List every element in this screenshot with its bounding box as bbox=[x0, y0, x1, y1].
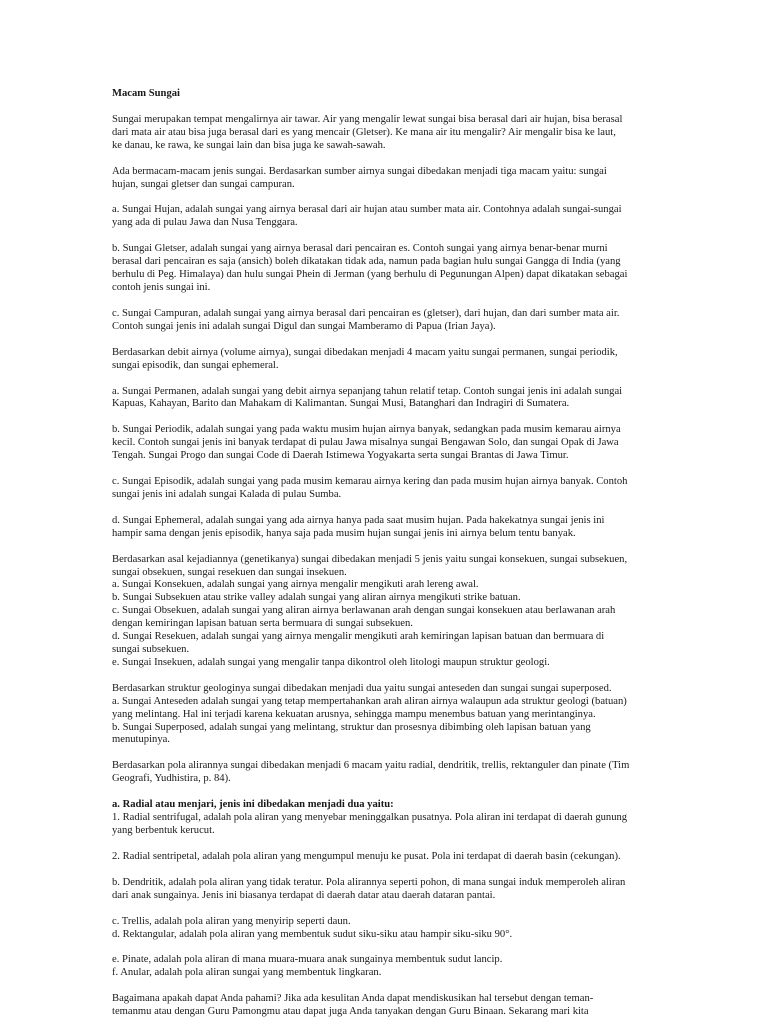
paragraph bbox=[112, 114, 657, 153]
text-line: e. Sungai Insekuen, adalah sungai yang mengalir tanpa dikontrol oleh litologi maupun struktur geologi. bbox=[112, 656, 550, 668]
text-line: dari anak sungainya. Jenis ini biasanya terdapat di daerah datar atau daerah dataran pantai. bbox=[112, 889, 496, 901]
paragraph bbox=[112, 916, 657, 942]
paragraph bbox=[112, 243, 657, 295]
text-line: hujan, sungai gletser dan sungai campuran. bbox=[112, 178, 295, 190]
text-line: sungai subsekuen. bbox=[112, 644, 190, 655]
text-line: sungai episodik, dan sungai ephemeral. bbox=[112, 359, 279, 371]
text-line: b. Dendritik, adalah pola aliran yang tidak teratur. Pola alirannya seperti pohon, di mana sungai induk memperoleh aliran bbox=[112, 876, 626, 888]
text-line: sungai jenis ini adalah sungai Kalada di pulau Sumba. bbox=[112, 488, 342, 500]
text-line: b. Sungai Gletser, adalah sungai yang airnya berasal dari pencairan es. Contoh sungai yang airnya benar-benar murni bbox=[112, 243, 608, 255]
paragraph bbox=[112, 554, 657, 670]
paragraph bbox=[112, 476, 657, 502]
paragraph bbox=[112, 424, 657, 463]
paragraph bbox=[112, 760, 657, 786]
text-line: Berdasarkan pola alirannya sungai dibedakan menjadi 6 macam yaitu radial, dendritik, trellis, rektanguler dan pinate (Tim bbox=[112, 760, 630, 772]
text-line: dari mata air atau bisa juga berasal dari es yang mencair (Gletser). Ke mana air itu mengalir? Air mengalir bisa ke laut, bbox=[112, 126, 616, 138]
text-line: Sungai merupakan tempat mengalirnya air tawar. Air yang mengalir lewat sungai bisa berasal dari air hujan, bisa berasal bbox=[112, 113, 623, 125]
text-line: b. Sungai Periodik, adalah sungai yang pada waktu musim hujan airnya banyak, sedangkan pada musim kemarau airnya bbox=[112, 424, 621, 436]
section-heading: a. Radial atau menjari, jenis ini dibedakan menjadi dua yaitu: bbox=[112, 799, 394, 811]
paragraph bbox=[112, 166, 657, 192]
text-line: berasal dari pencairan es saja (ansich) boleh dikatakan tidak ada, namun pada bagian hulu sungai Gangga di India (yang bbox=[112, 256, 621, 268]
text-line: Bagaimana apakah dapat Anda pahami? Jika ada kesulitan Anda dapat mendiskusikan hal tersebut dengan teman- bbox=[112, 993, 594, 1005]
text-line: b. Sungai Superposed, adalah sungai yang melintang, struktur dan prosesnya dibimbing oleh lapisan batuan yang bbox=[112, 721, 591, 733]
text-line: yang melintang. Hal ini terjadi karena kekuatan arusnya, sehingga mampu menembus batuan yang merintanginya. bbox=[112, 708, 596, 720]
paragraph bbox=[112, 515, 657, 541]
paragraph bbox=[112, 347, 657, 373]
paragraph bbox=[112, 993, 657, 1019]
document-body bbox=[112, 114, 657, 1019]
paragraph bbox=[112, 386, 657, 412]
text-line: ke danau, ke rawa, ke sungai lain dan bisa juga ke sawah-sawah. bbox=[112, 139, 386, 151]
paragraph bbox=[112, 851, 657, 864]
text-line: kecil. Contoh sungai jenis ini banyak terdapat di pulau Jawa misalnya sungai Bengawan Solo, dan sungai Opak di Jawa bbox=[112, 437, 619, 449]
text-line: c. Sungai Episodik, adalah sungai yang pada musim kemarau airnya kering dan pada musim hujan airnya banyak. Contoh bbox=[112, 476, 628, 488]
paragraph bbox=[112, 204, 657, 230]
text-line: sungai obsekuen, sungai resekuen dan sungai insekuen. bbox=[112, 566, 347, 578]
paragraph bbox=[112, 683, 657, 748]
text-line: Berdasarkan struktur geologinya sungai dibedakan menjadi dua yaitu sungai anteseden dan sungai sungai superposed. bbox=[112, 682, 612, 694]
text-line: Berdasarkan asal kejadiannya (genetikanya) sungai dibedakan menjadi 5 jenis yaitu sungai konsekuen, sungai subsekuen, bbox=[112, 553, 628, 565]
document-title: Macam Sungai bbox=[112, 88, 180, 99]
paragraph bbox=[112, 308, 657, 334]
paragraph bbox=[112, 799, 657, 838]
text-line: c. Sungai Campuran, adalah sungai yang airnya berasal dari pencairan es (gletser), dari hujan, dan dari sumber mata air. bbox=[112, 307, 620, 319]
text-line: d. Sungai Resekuen, adalah sungai yang airnya mengalir mengikuti arah kemiringan lapisan batuan dan bermuara di bbox=[112, 631, 605, 643]
text-line: 1. Radial sentrifugal, adalah pola aliran yang menyebar meninggalkan pusatnya. Pola aliran ini terdapat di daerah gunung bbox=[112, 812, 628, 824]
text-line: hampir sama dengan jenis episodik, hanya saja pada musim hujan sungai jenis ini airnya belum tentu banyak. bbox=[112, 527, 576, 539]
paragraph bbox=[112, 954, 657, 980]
text-line: berhulu di Peg. Himalaya) dan hulu sungai Phein di Jerman (yang berhulu di Pegunungan Alpen) dapat dikatakan sebagai bbox=[112, 269, 628, 281]
text-line: menutupinya. bbox=[112, 734, 170, 746]
text-line: d. Rektangular, adalah pola aliran yang membentuk sudut siku-siku atau hampir siku-siku 90°. bbox=[112, 928, 513, 940]
text-line: Contoh sungai jenis ini adalah sungai Digul dan sungai Mamberamo di Papua (Irian Jaya). bbox=[112, 320, 496, 332]
text-line: d. Sungai Ephemeral, adalah sungai yang ada airnya hanya pada saat musim hujan. Pada hakekatnya sungai jenis ini bbox=[112, 514, 605, 526]
text-line: contoh jenis sungai ini. bbox=[112, 281, 211, 293]
text-line: 2. Radial sentripetal, adalah pola aliran yang mengumpul menuju ke pusat. Pola ini terdapat di daerah basin (cekungan). bbox=[112, 850, 621, 862]
text-line: dengan kemiringan lapisan batuan serta bermuara di sungai subsekuen. bbox=[112, 618, 413, 630]
text-line: yang ada di pulau Jawa dan Nusa Tenggara. bbox=[112, 217, 298, 229]
text-line: c. Sungai Obsekuen, adalah sungai yang aliran airnya berlawanan arah dengan sungai konsekuen atau berlawanan arah bbox=[112, 605, 616, 617]
text-line: a. Sungai Anteseden adalah sungai yang tetap mempertahankan arah aliran airnya walaupun ada struktur geologi (batuan) bbox=[112, 695, 627, 707]
text-line: e. Pinate, adalah pola aliran di mana muara-muara anak sungainya membentuk sudut lancip. bbox=[112, 954, 503, 966]
text-line: Tengah. Sungai Progo dan sungai Code di Daerah Istimewa Yogyakarta serta sungai Brantas di Jawa Timur. bbox=[112, 450, 569, 462]
paragraph bbox=[112, 877, 657, 903]
text-line: a. Sungai Konsekuen, adalah sungai yang airnya mengalir mengikuti arah lereng awal. bbox=[112, 579, 479, 591]
text-line: a. Sungai Permanen, adalah sungai yang debit airnya sepanjang tahun relatif tetap. Contoh sungai jenis ini adalah sungai bbox=[112, 385, 623, 397]
text-line: Ada bermacam-macam jenis sungai. Berdasarkan sumber airnya sungai dibedakan menjadi tiga macam yaitu: sungai bbox=[112, 165, 607, 177]
text-line: a. Sungai Hujan, adalah sungai yang airnya berasal dari air hujan atau sumber mata air. Contohnya adalah sungai-sungai bbox=[112, 204, 622, 216]
text-line: temanmu atau dengan Guru Pamongmu atau dapat juga Anda tanyakan dengan Guru Binaan. Sekarang mari kita bbox=[112, 1006, 589, 1018]
text-line: yang berbentuk kerucut. bbox=[112, 824, 215, 836]
text-line: Geografi, Yudhistira, p. 84). bbox=[112, 773, 231, 785]
text-line: f. Anular, adalah pola aliran sungai yang membentuk lingkaran. bbox=[112, 967, 382, 979]
text-line: Kapuas, Kahayan, Barito dan Mahakam di Kalimantan. Sungai Musi, Batanghari dan Indragiri di Sumatera. bbox=[112, 398, 570, 410]
text-line: c. Trellis, adalah pola aliran yang menyirip seperti daun. bbox=[112, 915, 351, 927]
document-page bbox=[112, 88, 657, 1032]
text-line: Berdasarkan debit airnya (volume airnya), sungai dibedakan menjadi 4 macam yaitu sungai permanen, sungai periodik, bbox=[112, 346, 618, 358]
text-line: b. Sungai Subsekuen atau strike valley adalah sungai yang aliran airnya mengikuti strike batuan. bbox=[112, 592, 521, 604]
